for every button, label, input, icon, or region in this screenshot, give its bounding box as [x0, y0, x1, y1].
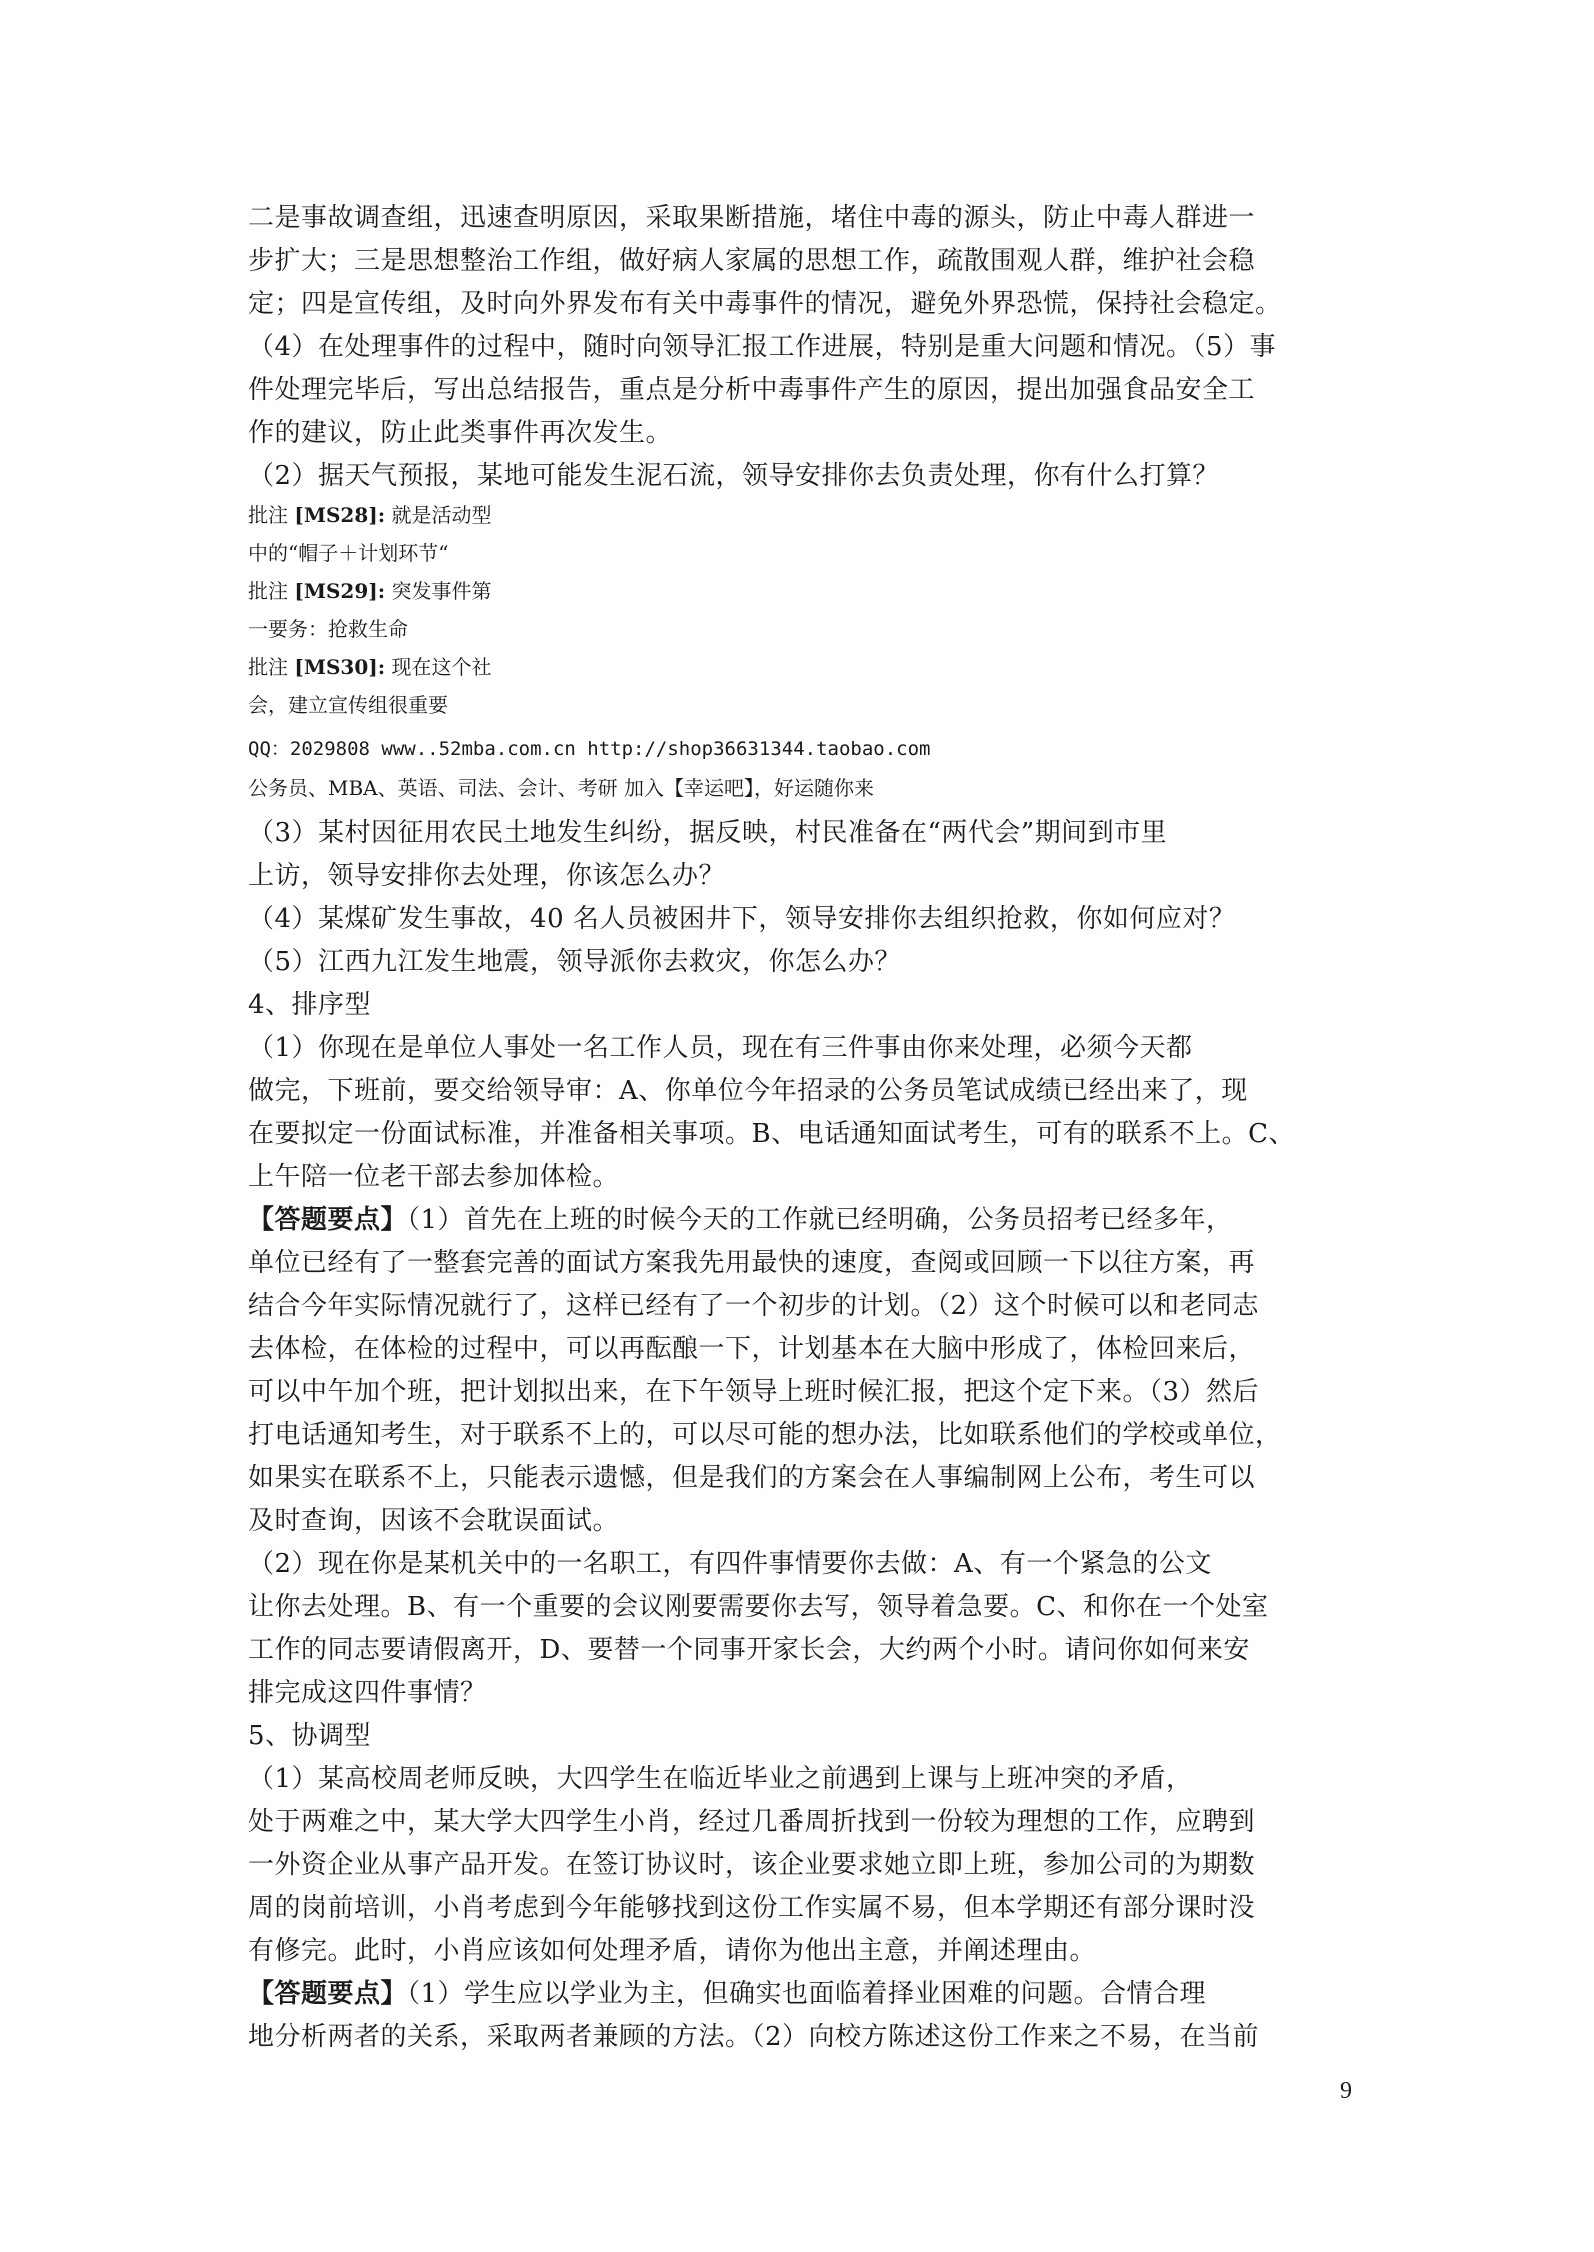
text-line: 做完，下班前，要交给领导审：A、你单位今年招录的公务员笔试成绩已经出来了，现 — [248, 1076, 1248, 1106]
promo-line: 公务员、MBA、英语、司法、会计、考研 加入【幸运吧】，好运随你来 — [248, 776, 874, 800]
comment-tag: [MS30]: — [294, 655, 386, 679]
answer-label: 【答题要点】 — [248, 1205, 408, 1235]
text-line: 上午陪一位老干部去参加体检。 — [248, 1162, 620, 1192]
question-line: （5）江西九江发生地震，领导派你去救灾，你怎么办？ — [248, 947, 902, 977]
question-line: （4）某煤矿发生事故，40 名人员被困井下，领导安排你去组织抢救，你如何应对？ — [248, 904, 1236, 934]
text-line: 单位已经有了一整套完善的面试方案我先用最快的速度，查阅或回顾一下以往方案，再 — [248, 1248, 1256, 1278]
text-line: 排完成这四件事情？ — [248, 1678, 487, 1708]
question-line: （3）某村因征用农民土地发生纠纷，据反映，村民准备在“两代会”期间到市里 — [248, 818, 1168, 848]
comment-continuation — [248, 614, 408, 644]
contact-line: QQ：2029808 www..52mba.com.cn http://shop36631344.taobao.com — [248, 738, 931, 760]
text-line: 地分析两者的关系，采取两者兼顾的方法。（2）向校方陈述这份工作来之不易，在当前 — [248, 2022, 1260, 2052]
text-line: 打电话通知考生，对于联系不上的，可以尽可能的想办法，比如联系他们的学校或单位， — [248, 1420, 1282, 1450]
comment-ms28 — [248, 500, 491, 530]
comment-tag: [MS29]: — [294, 579, 386, 603]
comment-ms30 — [248, 652, 491, 682]
page-number: 9 — [1340, 2078, 1352, 2104]
text-line: 及时查询，因该不会耽误面试。 — [248, 1506, 620, 1536]
comment-prefix: 批注 — [248, 579, 295, 603]
comment-text: 一要务：抢救生命 — [248, 617, 408, 641]
comment-continuation — [248, 690, 448, 720]
section-heading: 4、排序型 — [248, 990, 372, 1020]
text-line: 让你去处理。B、有一个重要的会议刚要需要你去写，领导着急要。C、和你在一个处室 — [248, 1592, 1269, 1622]
text-line: 二是事故调查组，迅速查明原因，采取果断措施，堵住中毒的源头，防止中毒人群进一 — [248, 203, 1256, 233]
text-line: 有修完。此时，小肖应该如何处理矛盾，请你为他出主意，并阐述理由。 — [248, 1936, 1097, 1966]
text-line: 定；四是宣传组，及时向外界发布有关中毒事件的情况，避免外界恐慌，保持社会稳定。 — [248, 289, 1282, 319]
question-line: （2）现在你是某机关中的一名职工，有四件事情要你去做：A、有一个紧急的公文 — [248, 1549, 1212, 1579]
comment-prefix: 批注 — [248, 655, 295, 679]
text-line: 去体检，在体检的过程中，可以再酝酿一下，计划基本在大脑中形成了，体检回来后， — [248, 1334, 1256, 1364]
comment-text: 现在这个社 — [385, 655, 492, 679]
comment-text: 突发事件第 — [385, 579, 492, 603]
comment-continuation — [248, 538, 448, 568]
answer-line — [248, 1973, 1206, 2015]
text-line: 一外资企业从事产品开发。在签订协议时，该企业要求她立即上班，参加公司的为期数 — [248, 1850, 1256, 1880]
text-line: 作的建议，防止此类事件再次发生。 — [248, 418, 673, 448]
text-line: 处于两难之中，某大学大四学生小肖，经过几番周折找到一份较为理想的工作，应聘到 — [248, 1807, 1256, 1837]
comment-ms29 — [248, 576, 491, 606]
question-line: （2）据天气预报，某地可能发生泥石流，领导安排你去负责处理，你有什么打算？ — [248, 461, 1220, 491]
text-line: 如果实在联系不上，只能表示遗憾，但是我们的方案会在人事编制网上公布，考生可以 — [248, 1463, 1256, 1493]
answer-line — [248, 1199, 1233, 1241]
comment-text: 就是活动型 — [385, 503, 492, 527]
answer-text: （1）首先在上班的时候今天的工作就已经明确，公务员招考已经多年， — [407, 1205, 1233, 1235]
text-line: 工作的同志要请假离开，D、要替一个同事开家长会，大约两个小时。请问你如何来安 — [248, 1635, 1250, 1665]
text-line: 结合今年实际情况就行了，这样已经有了一个初步的计划。（2）这个时候可以和老同志 — [248, 1291, 1260, 1321]
question-line: （1）你现在是单位人事处一名工作人员，现在有三件事由你来处理，必须今天都 — [248, 1033, 1193, 1063]
text-line: （4）在处理事件的过程中，随时向领导汇报工作进展，特别是重大问题和情况。（5）事 — [248, 332, 1277, 362]
answer-label: 【答题要点】 — [248, 1979, 408, 2009]
text-line: 件处理完毕后，写出总结报告，重点是分析中毒事件产生的原因，提出加强食品安全工 — [248, 375, 1256, 405]
answer-text: （1）学生应以学业为主，但确实也面临着择业困难的问题。合情合理 — [407, 1979, 1207, 2009]
question-line: （1）某高校周老师反映，大四学生在临近毕业之前遇到上课与上班冲突的矛盾， — [248, 1764, 1193, 1794]
text-line: 周的岗前培训，小肖考虑到今年能够找到这份工作实属不易，但本学期还有部分课时没 — [248, 1893, 1256, 1923]
text-line: 步扩大；三是思想整治工作组，做好病人家属的思想工作，疏散围观人群，维护社会稳 — [248, 246, 1256, 276]
text-line: 可以中午加个班，把计划拟出来，在下午领导上班时候汇报，把这个定下来。（3）然后 — [248, 1377, 1260, 1407]
comment-prefix: 批注 — [248, 503, 295, 527]
comment-text: 会，建立宣传组很重要 — [248, 693, 448, 717]
comment-tag: [MS28]: — [294, 503, 386, 527]
text-line: 在要拟定一份面试标准，并准备相关事项。B、电话通知面试考生，可有的联系不上。C、 — [248, 1119, 1296, 1149]
section-heading: 5、协调型 — [248, 1721, 372, 1751]
text-line: 上访，领导安排你去处理，你该怎么办？ — [248, 861, 726, 891]
comment-text: 中的“帽子＋计划环节“ — [248, 541, 449, 565]
